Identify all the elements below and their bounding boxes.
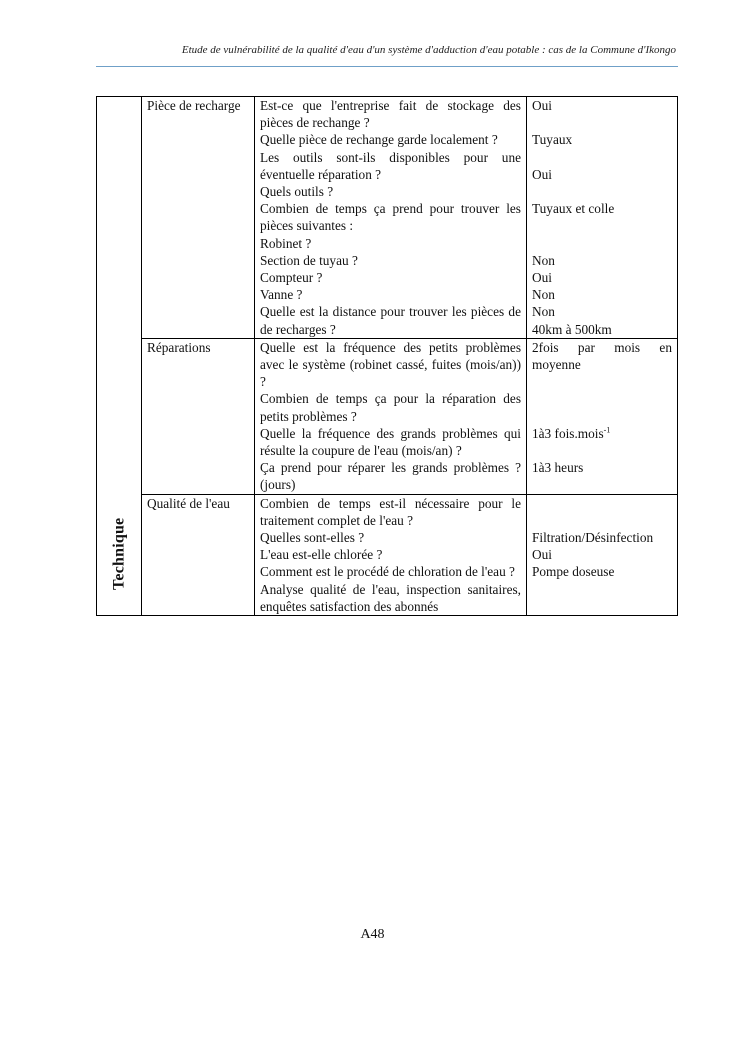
answer: 1à3 heurs	[532, 460, 584, 476]
subcategory-label: Pièce de recharge	[147, 98, 241, 113]
answer: Oui	[532, 166, 552, 182]
header-rule	[96, 66, 678, 67]
question: Combien de temps ça pour la réparation des petits problèmes ?	[260, 391, 521, 424]
answer: Oui	[532, 98, 552, 113]
section-row-reparations	[97, 338, 678, 494]
question: Est-ce que l'entreprise fait de stockage des pièces de rechange ?	[260, 98, 521, 131]
running-header: Etude de vulnérabilité de la qualité d'eau d'un système d'adduction d'eau potable : cas de la Commune d'Ikongo	[181, 44, 676, 56]
answer: 2fois par mois en moyenne	[532, 339, 672, 373]
question: Combien de temps est-il nécessaire pour le traitement complet de l'eau ?	[260, 495, 521, 528]
answer-exponent: -1	[603, 425, 611, 435]
answer-spacer	[532, 373, 672, 390]
questions-cell	[255, 338, 527, 494]
category-label: Technique	[110, 517, 128, 590]
answer: Non	[532, 304, 555, 320]
answer: Oui	[532, 269, 552, 285]
answer	[532, 425, 672, 442]
subcategory-cell	[142, 338, 255, 494]
question: Vanne ?	[260, 287, 303, 303]
question: Les outils sont-ils disponibles pour une éventuelle réparation ?	[260, 149, 521, 182]
subcategory-cell	[142, 494, 255, 615]
answer-spacer	[532, 408, 672, 425]
subcategory-label: Réparations	[147, 339, 211, 355]
question: Analyse qualité de l'eau, inspection sanitaires, enquêtes satisfaction des abonnés	[260, 581, 521, 614]
answer-spacer	[532, 512, 672, 529]
answer-text: 1à3 fois.mois	[532, 425, 604, 441]
answers-cell	[527, 97, 678, 339]
questions-cell	[255, 494, 527, 615]
answer: Non	[532, 252, 555, 268]
survey-table	[96, 96, 678, 616]
answer-spacer	[532, 183, 672, 200]
question: Quelle pièce de rechange garde localement ?	[260, 132, 498, 148]
answer-spacer	[532, 495, 672, 512]
subcategory-label: Qualité de l'eau	[147, 495, 230, 511]
answer-spacer	[532, 217, 672, 234]
answers-cell	[527, 338, 678, 494]
answer-spacer	[532, 442, 672, 459]
answer: Non	[532, 287, 555, 303]
section-row-qualite-de-leau	[97, 494, 678, 615]
answer: 40km à 500km	[532, 321, 612, 337]
section-row-piece-de-recharge	[97, 97, 678, 339]
subcategory-cell	[142, 97, 255, 339]
question: Compteur ?	[260, 270, 323, 286]
answer: Filtration/Désinfection	[532, 530, 654, 546]
answer-spacer	[532, 149, 672, 166]
question: Quelles sont-elles ?	[260, 530, 365, 546]
question: L'eau est-elle chlorée ?	[260, 547, 383, 563]
answer-spacer	[532, 390, 672, 407]
answer: Tuyaux	[532, 132, 573, 148]
answer: Pompe doseuse	[532, 564, 615, 580]
question: Quelle est la distance pour trouver les pièces de de recharges ?	[260, 304, 521, 337]
question: Section de tuyau ?	[260, 252, 358, 268]
question: Ça prend pour réparer les grands problèmes ? (jours)	[260, 460, 521, 493]
question: Robinet ?	[260, 235, 312, 251]
question: Combien de temps ça prend pour trouver les pièces suivantes :	[260, 201, 521, 234]
question: Quelle la fréquence des grands problèmes qui résulte la coupure de l'eau (mois/an) ?	[260, 425, 521, 459]
question: Comment est le procédé de chloration de l'eau ?	[260, 564, 515, 580]
answer-spacer	[532, 114, 672, 131]
page-number: A48	[360, 927, 385, 942]
answer-spacer	[532, 235, 672, 252]
question: Quels outils ?	[260, 184, 334, 200]
answer: Tuyaux et colle	[532, 201, 615, 217]
questions-cell	[255, 97, 527, 339]
category-cell	[97, 97, 142, 616]
question: Quelle est la fréquence des petits problèmes avec le système (robinet cassé, fuites (mois/an)) ?	[260, 339, 521, 390]
answer: Oui	[532, 547, 552, 563]
answers-cell	[527, 494, 678, 615]
